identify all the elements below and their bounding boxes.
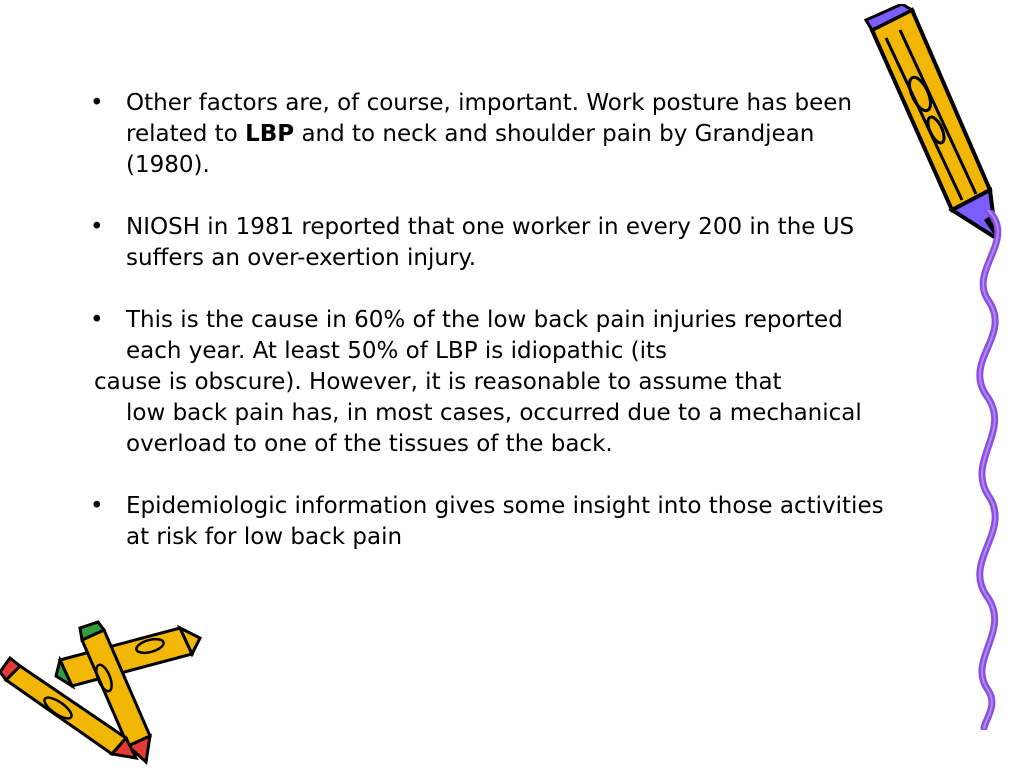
bullet-dot: • <box>90 90 104 116</box>
bullet-item <box>84 491 894 553</box>
bullet-text: Epidemiologic information gives some insight into those activities at risk for low back pain <box>126 493 884 550</box>
bullet-text: This is the cause in 60% of the low back pain injuries reported each year. At least 50% of LBP is idiopathic (its <box>126 307 843 364</box>
bullet-bold-term: LBP <box>245 121 295 147</box>
crossed-pencils-icon <box>0 618 210 768</box>
bullet-dot: • <box>90 307 104 333</box>
bullet-text: low back pain has, in most cases, occurred due to a mechanical overload to one of the tissues of the back. <box>126 400 862 457</box>
bullet-item <box>84 212 894 274</box>
bullet-text: Other factors are, of course, important. Work posture has been related to <box>126 90 853 147</box>
bullet-item <box>84 305 894 460</box>
bullet-text: NIOSH in 1981 reported that one worker in every 200 in the US suffers an over-exertion injury. <box>126 214 855 271</box>
wavy-line-icon <box>958 210 1018 730</box>
bullet-text: cause is obscure). However, it is reasonable to assume that <box>94 369 782 395</box>
bullet-item <box>84 88 894 181</box>
bullet-dot: • <box>90 214 104 240</box>
bullet-text: and to neck and shoulder pain by Grandjean (1980). <box>126 121 815 178</box>
bullet-dot: • <box>90 493 104 519</box>
bullet-list <box>84 88 894 584</box>
